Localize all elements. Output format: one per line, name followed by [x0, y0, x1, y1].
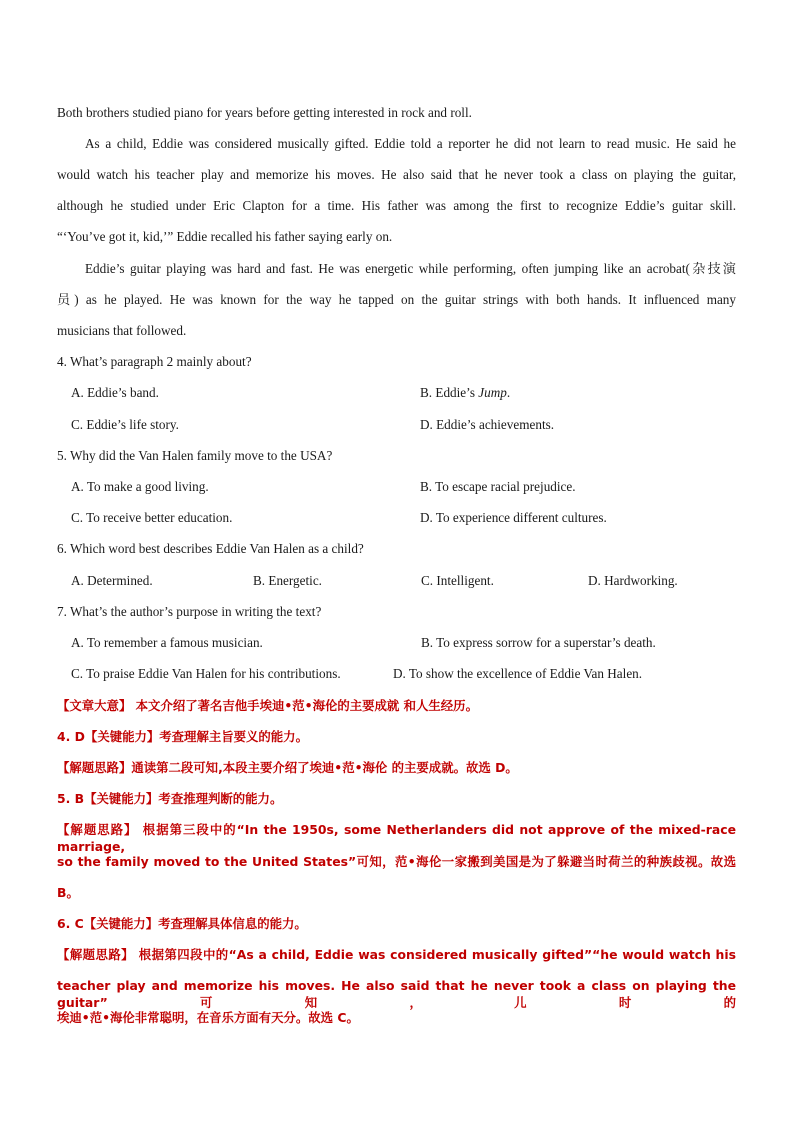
option-a: A. Determined. [71, 573, 153, 588]
option-b-suffix: . [506, 385, 511, 400]
option-d: D. Eddie’s achievements. [420, 417, 555, 432]
answer-6-heading: 6. C【关键能力】考查理解具体信息的能力。 [57, 916, 307, 931]
option-b-prefix: B. Eddie’s [420, 385, 479, 400]
answer-6-explanation-line: teacher play and memorize his moves. He also said that he never took a class on playing the guitar”可知，儿时的 [57, 978, 736, 1010]
question-stem: 4. What’s paragraph 2 mainly about? [57, 354, 252, 369]
passage-line: Both brothers studied piano for years before getting interested in rock and roll. [57, 105, 472, 120]
answer-6-explanation-line: 【解题思路】 根据第四段中的“As a child, Eddie was considered musically gifted”“he would watch his [57, 947, 736, 962]
option-b: B. Energetic. [253, 573, 322, 588]
option-b [420, 384, 510, 401]
option-a: A. Eddie’s band. [71, 385, 159, 400]
passage-line: would watch his teacher play and memorize his moves. He also said that he never took a class on playing the guitar, [57, 167, 736, 182]
answer-5-explanation-line: 【解题思路】 根据第三段中的“In the 1950s, some Netherlanders did not approve of the mixed-race marriage, [57, 822, 736, 854]
passage-line: musicians that followed. [57, 323, 187, 338]
answer-6-explanation-line: 埃迪•范•海伦非常聪明，在音乐方面有天分。故选 C。 [57, 1010, 359, 1025]
passage-line: 员) as he played. He was known for the way he tapped on the guitar strings with both hands. It influenced many [57, 292, 736, 307]
answer-4-explanation: 【解题思路】通读第二段可知,本段主要介绍了埃迪•范•海伦 的主要成就。故选 D。 [57, 760, 518, 775]
option-d: D. To show the excellence of Eddie Van Halen. [393, 666, 643, 681]
answer-4-heading: 4. D【关键能力】考查理解主旨要义的能力。 [57, 729, 308, 744]
option-c: C. To praise Eddie Van Halen for his contributions. [71, 666, 341, 681]
passage-line: As a child, Eddie was considered musically gifted. Eddie told a reporter he did not learn to read music. He said he [85, 136, 736, 151]
passage-line: “‘You’ve got it, kid,’” Eddie recalled his father saying early on. [57, 229, 393, 244]
option-b: B. To escape racial prejudice. [420, 479, 576, 494]
answer-5-explanation-line: so the family moved to the United States”可知，范•海伦一家搬到美国是为了躲避当时荷兰的种族歧视。故选 [57, 854, 736, 869]
option-d: D. To experience different cultures. [420, 510, 607, 525]
option-c: C. Intelligent. [421, 573, 494, 588]
question-stem: 5. Why did the Van Halen family move to the USA? [57, 448, 333, 463]
question-stem: 7. What’s the author’s purpose in writing the text? [57, 604, 322, 619]
option-d: D. Hardworking. [588, 573, 678, 588]
option-b: B. To express sorrow for a superstar’s death. [421, 635, 656, 650]
answer-5-explanation-line: B。 [57, 885, 79, 900]
question-stem: 6. Which word best describes Eddie Van Halen as a child? [57, 541, 364, 556]
passage-line: although he studied under Eric Clapton for a time. His father was among the first to recognize Eddie’s guitar skill. [57, 198, 736, 213]
option-b-italic: Jump [478, 385, 507, 400]
option-a: A. To make a good living. [71, 479, 209, 494]
article-summary: 【文章大意】 本文介绍了著名吉他手埃迪•范•海伦的主要成就 和人生经历。 [57, 698, 478, 713]
option-a: A. To remember a famous musician. [71, 635, 263, 650]
option-c: C. Eddie’s life story. [71, 417, 179, 432]
answer-5-heading: 5. B【关键能力】考查推理判断的能力。 [57, 791, 283, 806]
option-c: C. To receive better education. [71, 510, 233, 525]
passage-line: Eddie’s guitar playing was hard and fast. He was energetic while performing, often jumping like an acrobat(杂技演 [85, 261, 736, 276]
